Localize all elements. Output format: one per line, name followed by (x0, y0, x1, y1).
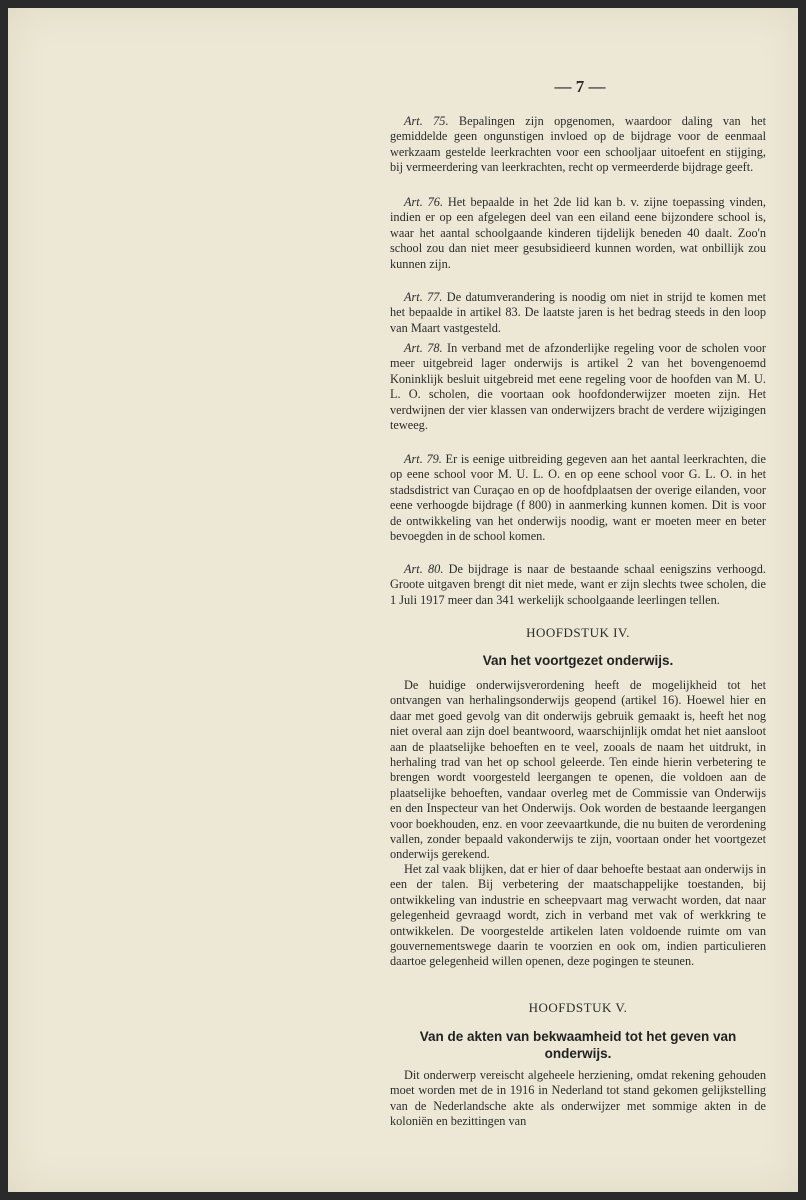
chapter-4-paragraph-1-text: De huidige onderwijsverordening heeft de mogelijkheid tot het ontvangen van herhalingsonderwijs geopend (artikel 16). Hoewel hier en daar met goed gevolg van dit onderwijs gebruik gemaakt is, heeft het nog niet overal aan zijn doel beantwoord, waarschijnlijk omdat het niet aansloot aan de plaatselijke behoeften en te veel, zooals de naam het uitdrukt, in herhaling trad van het op school geleerde. Ten einde hierin verbetering te brengen wordt voorgesteld leergangen te openen, die voldoen aan de plaatselijke behoeften, vandaar overleg met de Commissie van Onderwijs en den Inspecteur van het Onderwijs. Ook worden de bestaande leergangen voor boekhouden, enz. en voor zeevaartkunde, die nu buiten de verordening vallen, zonder bepaald vakonderwijs te zijn, voortaan onder het voortgezet onderwijs gerekend. (390, 678, 766, 862)
chapter-4-paragraph-2-text: Het zal vaak blijken, dat er hier of daar behoefte bestaat aan onderwijs in een der talen. Bij verbetering der maatschappelijke toestanden, bij ontwikkeling van industrie en scheepvaart mag verwacht worden, dat naar gelegenheid gevraagd wordt, zich in verband met vak of werkkring te ontwikkelen. De voorgestelde artikelen laten voldoende ruimte om van gouvernementswege daarin te voorzien en ook om, indien particulieren daartoe gelegenheid willen openen, deze pogingen te steunen. (390, 862, 766, 969)
chapter-4-paragraph-2 (390, 862, 766, 970)
chapter-5-title: HOOFDSTUK V. (528, 1000, 628, 1015)
article-80-text: De bijdrage is naar de bestaande schaal eenigszins verhoogd. Groote uitgaven brengt dit niet mede, want er zijn slechts twee scholen, die 1 Juli 1917 meer dan 341 werkelijk schoolgaande leerlingen tellen. (390, 562, 766, 607)
article-79-label: Art. 79. (404, 452, 442, 466)
article-77-label: Art. 77. (404, 290, 443, 304)
article-76-text: Het bepaalde in het 2de lid kan b. v. zijne toepassing vinden, indien er op een afgelegen deel van een eiland eene bijzondere school is, waar het aantal schoolgaande kinderen tijdelijk beneden 40 daalt. Zoo'n school zou dan niet meer gesubsidieerd kunnen worden, wat onbillijk zou kunnen zijn. (390, 195, 766, 271)
page-number: — 7 — (554, 77, 606, 96)
article-79-text: Er is eenige uitbreiding gegeven aan het aantal leerkrachten, die op eene school voor M. U. L. O. en op eene school voor G. L. O. in het stadsdistrict van Curaçao en op de hoofdplaatsen der overige eilanden, voor eene verhoogde bijdrage (f 800) in aanmerking kunnen komen. Dit is voor de ontwikkeling van het onderwijs noodig, want er moeten meer en beter bevoegden in de school komen. (390, 452, 766, 544)
chapter-5-paragraph-1 (390, 1068, 766, 1130)
article-78-label: Art. 78. (404, 341, 443, 355)
article-77-text: De datumverandering is noodig om niet in strijd te komen met het bepaalde in artikel 83. De laatste jaren is het bedrag steeds in den loop van Maart vastgesteld. (390, 290, 766, 335)
chapter-5-paragraph-1-text: Dit onderwerp vereischt algeheele herziening, omdat rekening gehouden moet worden met de in 1916 in Nederland tot stand gekomen gelijkstelling van de Nederlandsche akte als onderwijzer met sommige akten in de koloniën en bezittingen van (390, 1068, 766, 1129)
article-75-text: Bepalingen zijn opgenomen, waardoor daling van het gemiddelde geen ongunstigen invloed op de bijdrage voor de eenmaal werkzaam gestelde leerkrachten voor een schooljaar uitoefent en stijging, bij vermeerdering van leerkrachten, recht op vermeerderde bijdrage geeft. (390, 114, 767, 175)
article-78-text: In verband met de afzonderlijke regeling voor de scholen voor meer uitgebreid lager onderwijs is artikel 2 van het bovengenoemd Koninklijk besluit uitgebreid met eene regeling voor de hoofden van M. U. L. O. scholen, die voortaan ook hoofdonderwijzer moeten zijn. Het verdwijnen der vier klassen van onderwijzers bracht de verdere wijzigingen teweeg. (390, 341, 766, 433)
article-80-label: Art. 80. (404, 562, 444, 576)
article-76 (390, 195, 766, 272)
article-75 (390, 114, 766, 176)
article-76-label: Art. 76. (404, 195, 444, 209)
chapter-4-paragraph-1 (390, 678, 766, 863)
chapter-4-heading: Van het voortgezet onderwijs. (482, 653, 674, 668)
chapter-4-title: HOOFDSTUK IV. (526, 625, 630, 640)
article-78 (390, 341, 766, 433)
article-79 (390, 452, 766, 544)
chapter-5-heading: Van de akten van bekwaamheid tot het geven van onderwijs. (419, 1029, 737, 1061)
article-80 (390, 562, 766, 608)
article-77 (390, 290, 766, 336)
article-75-label: Art. 75. (404, 114, 449, 128)
